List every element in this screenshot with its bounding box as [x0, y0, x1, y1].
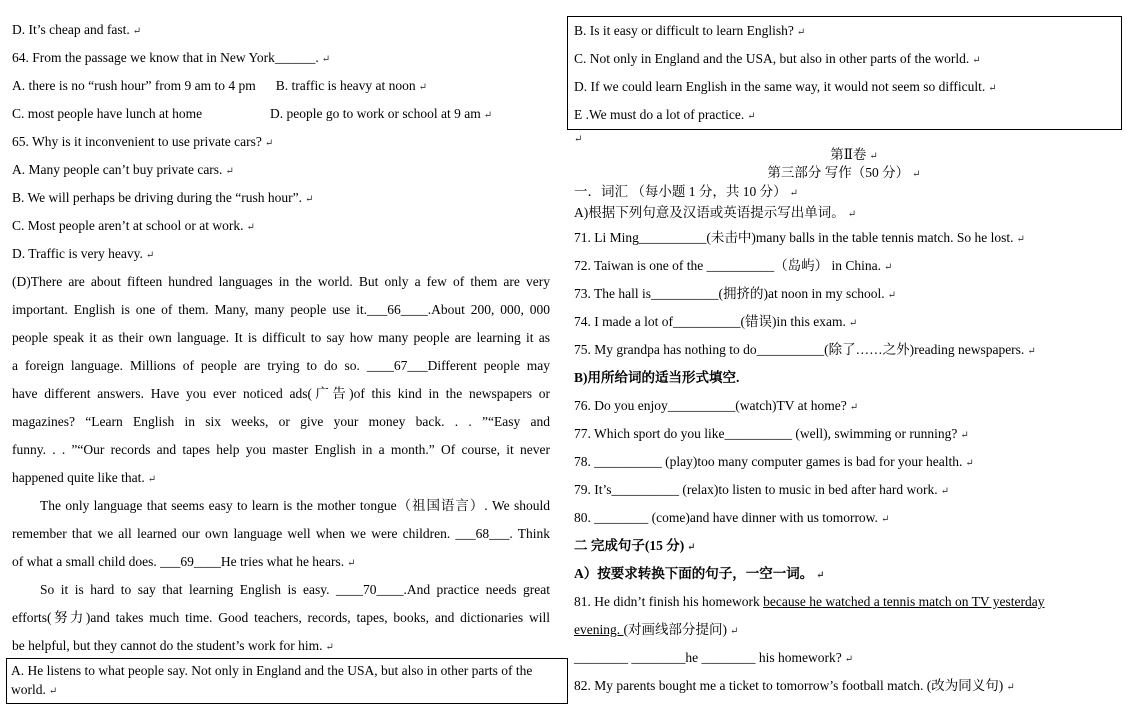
question-71: 71. Li Ming__________(未击中)many balls in the table tennis match. So he lost. ↵ [574, 230, 1025, 245]
passage-line: have different answers. Have you ever noticed ads(广告)of this kind in the newspapers or [12, 386, 550, 401]
question-72: 72. Taiwan is one of the __________（岛屿） in China. ↵ [574, 258, 893, 273]
question-81: 81. He didn’t finish his homework because he watched a tennis match on TV yesterday [574, 594, 1045, 609]
option-line: C. Most people aren’t at school or at work. ↵ [12, 218, 255, 233]
passage-line: funny. . . ”“Our records and tapes help you master English in a month.” Of course, it never [12, 442, 550, 457]
question-74: 74. I made a lot of__________(错误)in this exam. ↵ [574, 314, 858, 329]
section-title: 一．词汇 （每小题 1 分，共 10 分） ↵ [574, 184, 799, 199]
option-line: C. most people have lunch at home D. people go to work or school at 9 am ↵ [12, 106, 493, 121]
passage-line: So it is hard to say that learning English is easy. ____70____.And practice needs great [40, 582, 550, 597]
part-title: 第三部分 写作（50 分） ↵ [767, 165, 921, 180]
option-line: C. Not only in England and the USA, but also in other parts of the world. ↵ [574, 51, 981, 66]
option-line: D. It’s cheap and fast. ↵ [12, 22, 142, 37]
option-line: A. Many people can’t buy private cars. ↵ [12, 162, 234, 177]
passage-line: of what a small child does. ___69____He tries what he hears. ↵ [12, 554, 356, 569]
question-64: 64. From the passage we know that in New York______. ↵ [12, 50, 331, 65]
option-line: D. If we could learn English in the same way, it would not seem so difficult. ↵ [574, 79, 997, 94]
options-box [567, 16, 1122, 130]
passage-line: people speak it as their own language. It is difficult to say how many people are learning it as [12, 330, 550, 345]
passage-line: remember that we all learned our own language well when we were children. ___68___. Think [12, 526, 550, 541]
question-80: 80. ________ (come)and have dinner with us tomorrow. ↵ [574, 510, 890, 525]
question-75: 75. My grandpa has nothing to do__________(除了……之外)reading newspapers. ↵ [574, 342, 1036, 357]
passage-line: happened quite like that. ↵ [12, 470, 157, 485]
question-81-cont: evening. (对画线部分提问) ↵ [574, 622, 739, 637]
passage-line: important. English is one of them. Many, many people use it.___66____.About 200, 000, 000 [12, 302, 550, 317]
passage-line: magazines? “Learn English in six weeks, or give your money back. . . ”“Easy and [12, 414, 550, 429]
passage-line: The only language that seems easy to learn is the mother tongue（祖国语言）. We should [40, 498, 550, 513]
right-column: ↵ 第Ⅱ卷 ↵ 第三部分 写作（50 分） ↵ 一．词汇 （每小题 1 分，共 10 分） ↵ A)根据下列句意及汉语或英语提示写出单词。 ↵ 71. Li Ming__________(未击中)many balls in the table tennis match. So he lost. ↵ 72. Taiwan is one of the __________（岛屿） in China. ↵ 73. The hall is__________(拥挤的)at noon in my school. ↵ 74. I made a lot of__________(错误)in this exam. ↵ 75. My grandpa has nothing to do__________(除了……之外)reading newspapers. ↵ B)用所给词的适当形式填空. 76. Do you enjoy__________(watch)TV at home? ↵ 77. Which sport do you like__________ (well), swimming or running? ↵ 78. __________ (play)too many computer games is bad for your health. ↵ 79. It’s__________ (relax)to listen to music in bed after hard work. ↵ 80. ________ (come)and have dinner with us tomorrow. ↵ 二 完成句子(15 分) ↵ A）按要求转换下面的句子，一空一词。 ↵ 81. He didn’t finish his homework because he watched a tennis match on TV yesterday evening. (对画线部分提问) ↵ ________ ________he ________ his homework? ↵ 82. My parents bought me a ticket to tomorrow’s football match. (改为同义句) ↵ [574, 130, 1114, 700]
question-78: 78. __________ (play)too many computer games is bad for your health. ↵ [574, 454, 974, 469]
left-column [12, 16, 550, 660]
volume-title: 第Ⅱ卷 ↵ [830, 147, 878, 162]
question-82: 82. My parents bought me a ticket to tomorrow’s football match. (改为同义句) ↵ [574, 678, 1015, 693]
question-65: 65. Why is it inconvenient to use private cars? ↵ [12, 134, 274, 149]
section-title: 二 完成句子(15 分) ↵ [574, 538, 696, 553]
option-line: B. We will perhaps be driving during the “rush hour”. ↵ [12, 190, 314, 205]
passage-line: (D)There are about fifteen hundred languages in the world. But only a few of them are very [12, 274, 550, 289]
answer-blanks: ________ ________he ________ his homework? ↵ [574, 650, 854, 665]
option-line: E .We must do a lot of practice. ↵ [574, 107, 756, 122]
passage-line: a foreign language. Millions of people are trying to do so. ____67___Different people may [12, 358, 550, 373]
question-76: 76. Do you enjoy__________(watch)TV at home? ↵ [574, 398, 859, 413]
option-box-a: A. He listens to what people say. Not only in England and the USA, but also in other parts of the world. ↵ [6, 658, 568, 704]
option-line: D. Traffic is very heavy. ↵ [12, 246, 155, 261]
passage-line: be helpful, but they cannot do the student’s work for him. ↵ [12, 638, 334, 653]
question-77: 77. Which sport do you like__________ (well), swimming or running? ↵ [574, 426, 969, 441]
option-line: A. there is no “rush hour” from 9 am to 4 pm B. traffic is heavy at noon ↵ [12, 78, 428, 93]
question-79: 79. It’s__________ (relax)to listen to music in bed after hard work. ↵ [574, 482, 950, 497]
passage-line: efforts(努力)and takes much time. Good teachers, records, tapes, books, and dictionaries will [12, 610, 550, 625]
question-73: 73. The hall is__________(拥挤的)at noon in my school. ↵ [574, 286, 896, 301]
instruction: A）按要求转换下面的句子，一空一词。 ↵ [574, 566, 825, 581]
instruction: B)用所给词的适当形式填空. [574, 370, 740, 385]
instruction: A)根据下列句意及汉语或英语提示写出单词。 ↵ [574, 205, 857, 220]
option-line: B. Is it easy or difficult to learn English? ↵ [574, 23, 806, 38]
